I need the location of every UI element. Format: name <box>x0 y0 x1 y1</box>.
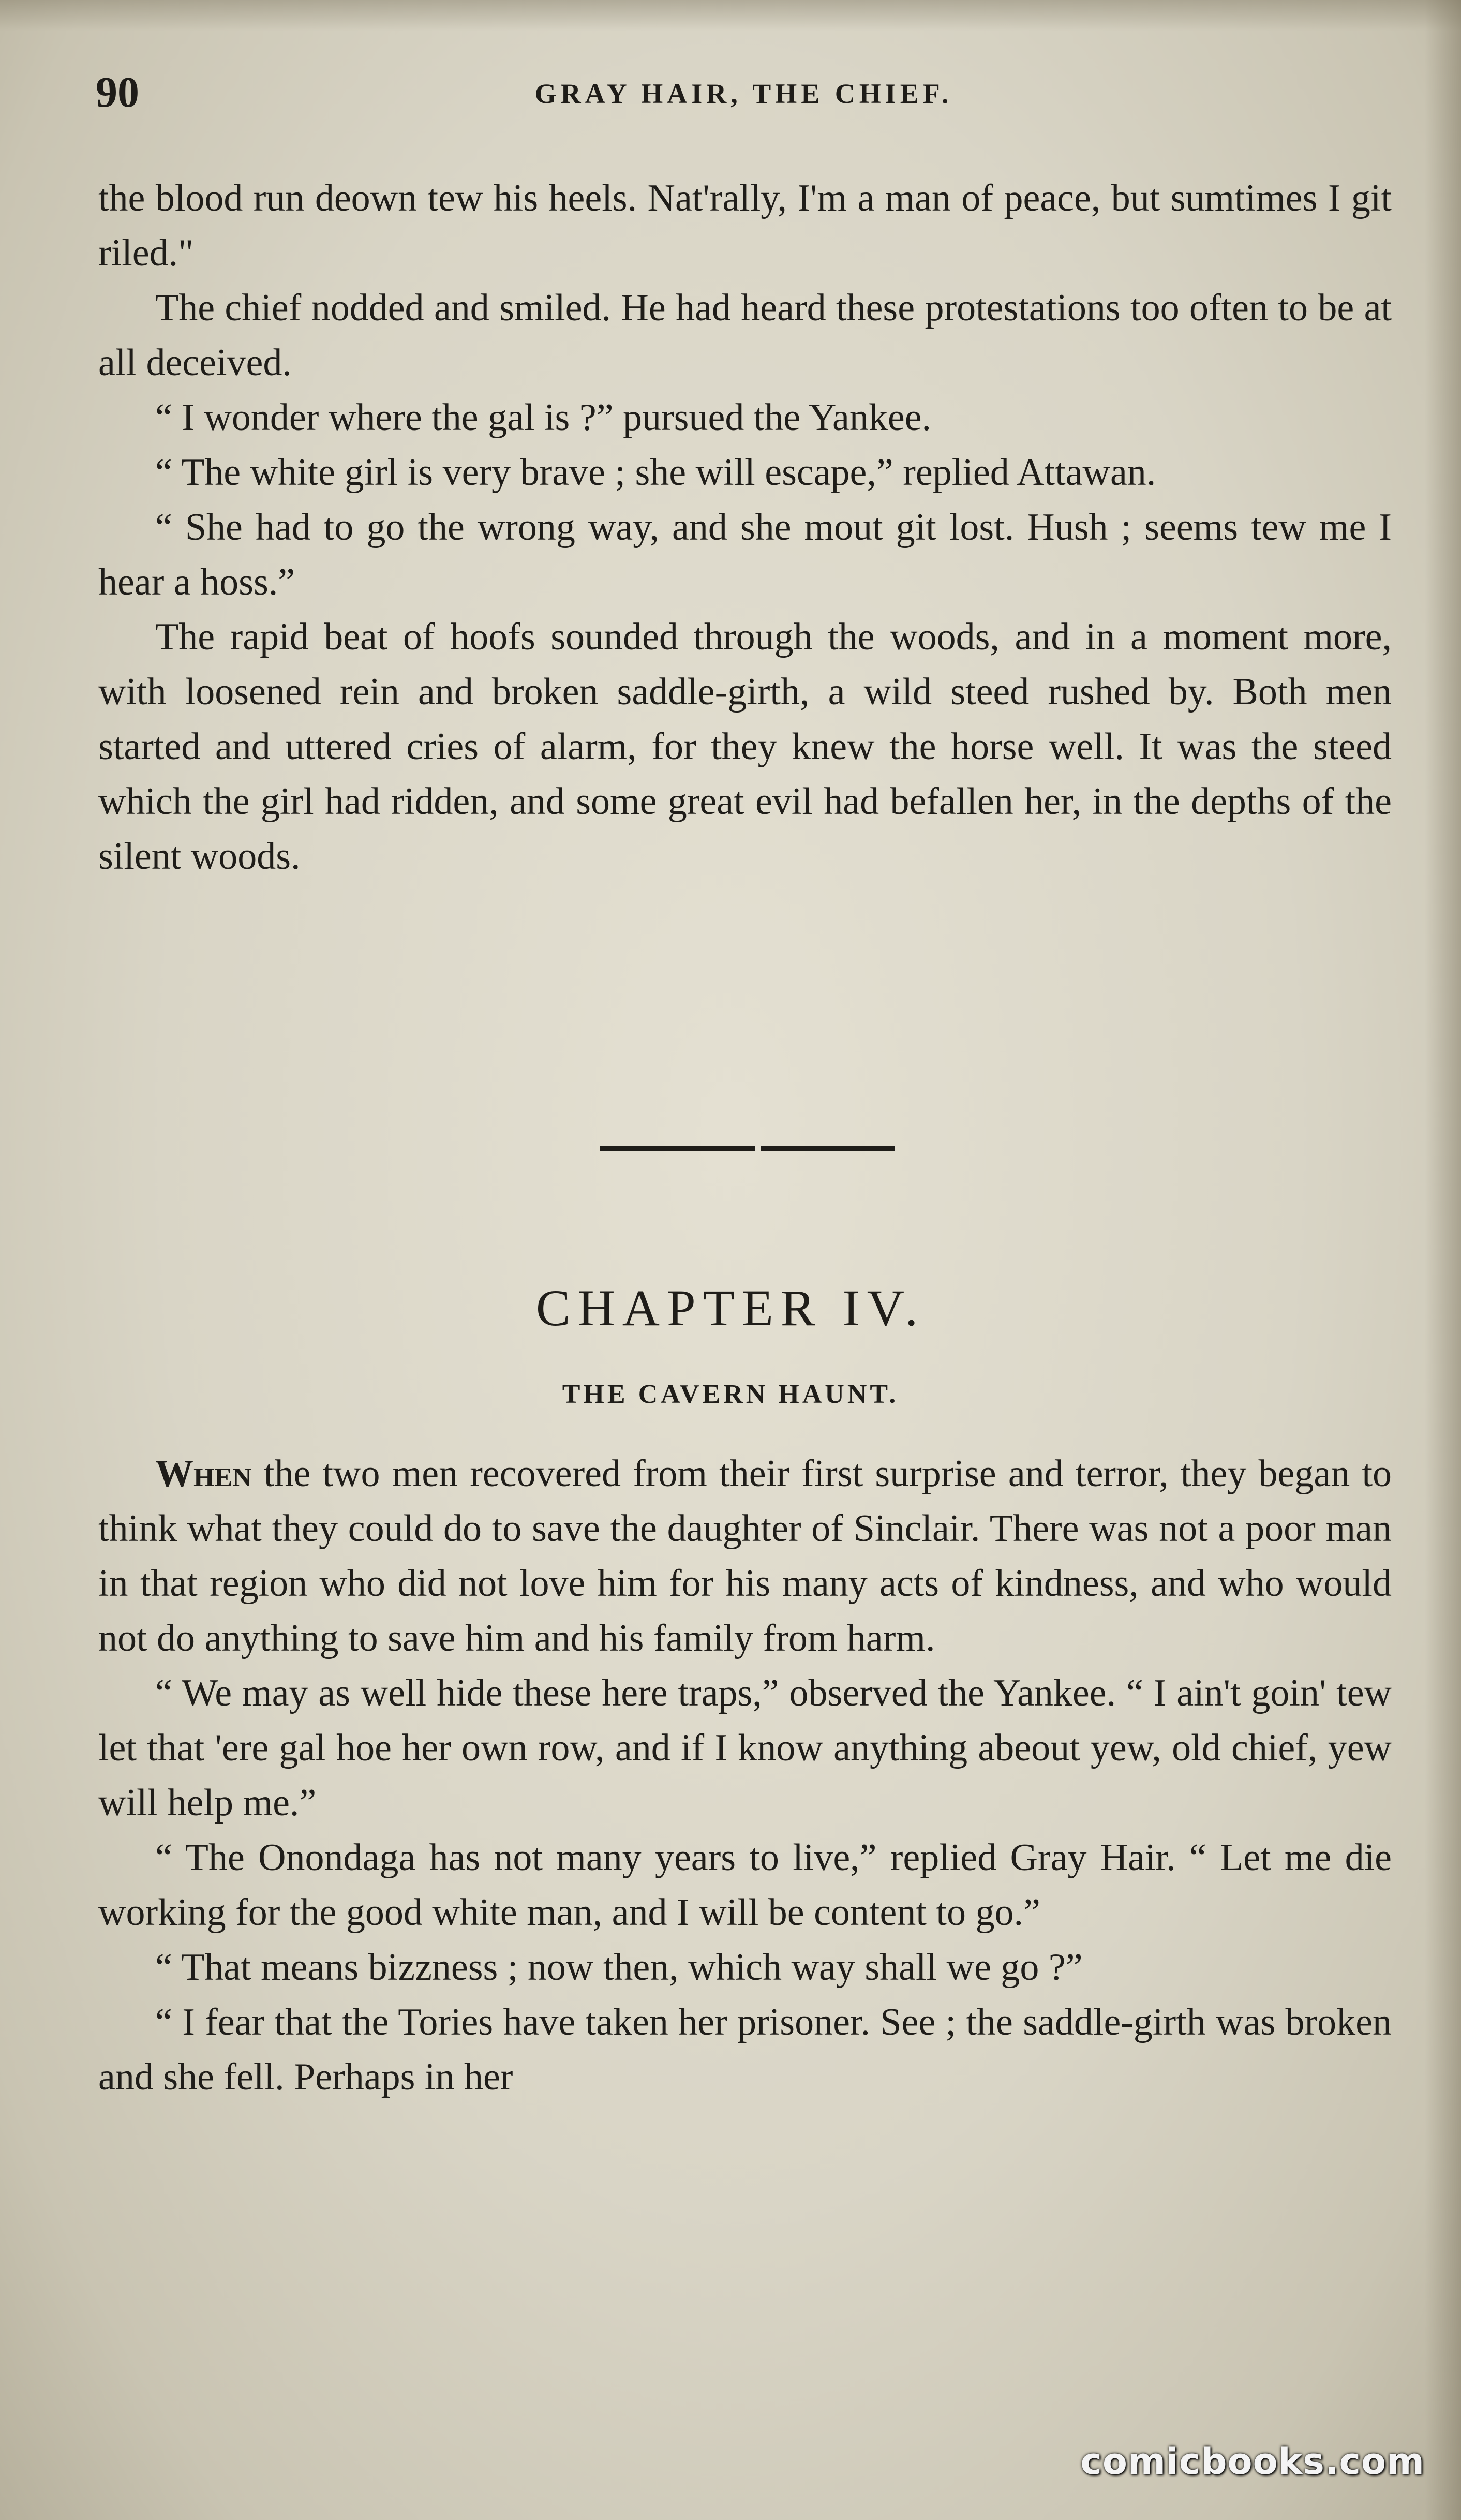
page-top-shadow <box>0 0 1461 31</box>
opening-word: When <box>155 1452 252 1495</box>
chapter-title: CHAPTER IV. <box>535 1279 926 1337</box>
section-divider <box>0 1146 1461 1157</box>
running-head: GRAY HAIR, THE CHIEF. <box>534 78 953 109</box>
paragraph: “ The white girl is very brave ; she will escape,” replied Attawan. <box>155 451 1156 494</box>
site-watermark: comicbooks.com <box>1080 2440 1425 2483</box>
divider-rule-left <box>600 1146 755 1151</box>
opening-paragraph <box>98 1446 1392 1666</box>
paragraph: “ She had to go the wrong way, and she mout git lost. Hush ; seems tew me I hear a hoss.” <box>98 506 1392 603</box>
paragraph: “ The Onondaga has not many years to live,” replied Gray Hair. “ Let me die working for the good white man, and I will be content to go.” <box>98 1836 1392 1934</box>
section-two-text <box>98 1446 1392 2104</box>
paragraph: “ That means bizzness ; now then, which way shall we go ?” <box>155 1946 1083 1989</box>
paragraph: “ I wonder where the gal is ?” pursued the Yankee. <box>155 396 932 439</box>
page-edge-shadow <box>1425 0 1461 2520</box>
divider-rule-right <box>761 1146 895 1151</box>
paragraph: The chief nodded and smiled. He had heard these protestations too often to be at all deceived. <box>98 287 1392 384</box>
paragraph: “ I fear that the Tories have taken her prisoner. See ; the saddle-girth was broken and she fell. Perhaps in her <box>98 2001 1392 2098</box>
page-number: 90 <box>96 68 139 116</box>
paragraph: The rapid beat of hoofs sounded through the woods, and in a moment more, with loosened rein and broken saddle-girth, a wild steed rushed by. Both men started and uttered cries of alarm, for they knew the horse well. It was the steed which the girl had ridden, and some great evil had befallen her, in the depths of the silent woods. <box>98 616 1392 878</box>
section-one-text <box>98 171 1392 884</box>
paragraph: “ We may as well hide these here traps,” observed the Yankee. “ I ain't goin' tew let that 'ere gal hoe her own row, and if I know anything abeout yew, old chief, yew will help me.” <box>98 1672 1392 1824</box>
chapter-subtitle: THE CAVERN HAUNT. <box>562 1380 899 1409</box>
page-header <box>96 67 1392 124</box>
opening-text: the two men recovered from their first surprise and terror, they began to think what they could do to save the daughter of Sinclair. There was not a poor man in that region who did not love him for his many acts of kindness, and who would not do anything to save him and his family from harm. <box>98 1452 1392 1659</box>
paragraph: the blood run deown tew his heels. Nat'rally, I'm a man of peace, but sumtimes I git riled." <box>98 177 1392 274</box>
